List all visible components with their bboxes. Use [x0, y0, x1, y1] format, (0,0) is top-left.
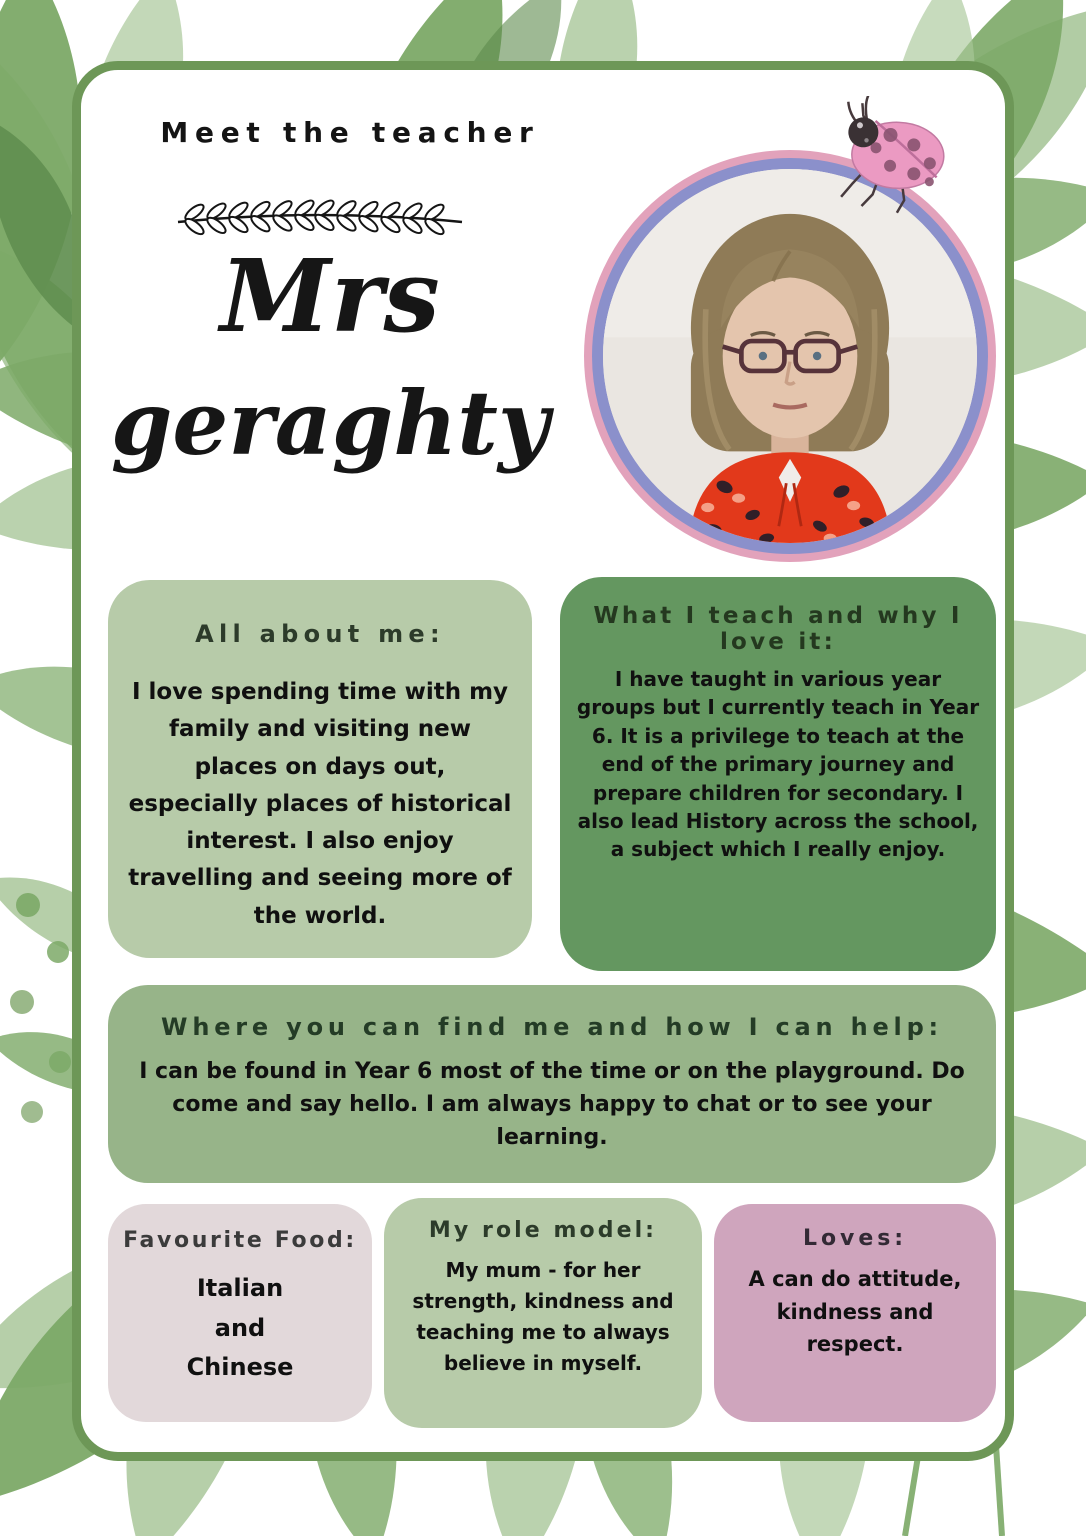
where-to-find-me-body: I can be found in Year 6 most of the time or on the playground. Do come and say hello. I am always happy to chat or to see your learning.	[139, 1059, 965, 1150]
all-about-me-body: I love spending time with my family and visiting new places on days out, especially places of historical interest. I also enjoy travelling and seeing more of the world.	[128, 679, 512, 929]
page-title: Meet the teacher	[160, 116, 540, 149]
teacher-name-title: Mrs	[220, 237, 440, 355]
what-i-teach-body: I have taught in various year groups but I currently teach in Year 6. It is a privilege to teach at the end of the primary journey and prepare children for secondary. I also lead History across the school, a subject which I really enjoy.	[576, 667, 980, 862]
favourite-food-line: and	[214, 1313, 266, 1342]
favourite-food-body	[118, 1269, 362, 1388]
favourite-food-box	[108, 1204, 372, 1422]
ladybug-icon	[822, 96, 962, 221]
teacher-portrait-illustration	[603, 169, 977, 543]
what-i-teach-heading: What I teach and why I love it:	[593, 603, 963, 655]
role-model-box	[384, 1198, 702, 1428]
favourite-food-line: Italian	[196, 1274, 284, 1302]
teacher-name-surname: geraghty	[110, 371, 550, 475]
all-about-me-box	[108, 580, 532, 958]
favourite-food-line: Chinese	[186, 1353, 294, 1382]
role-model-heading: My role model:	[428, 1218, 658, 1243]
favourite-food-heading: Favourite Food:	[123, 1228, 357, 1253]
role-model-body: My mum - for her strength, kindness and teaching me to always believe in myself.	[412, 1258, 674, 1375]
teacher-name	[90, 237, 570, 475]
where-to-find-me-box	[108, 985, 996, 1183]
where-to-find-me-heading: Where you can find me and how I can help:	[161, 1013, 943, 1041]
all-about-me-heading: All about me:	[195, 620, 445, 648]
loves-heading: Loves:	[802, 1226, 908, 1251]
loves-box	[714, 1204, 996, 1422]
loves-body: A can do attitude, kindness and respect.	[748, 1267, 962, 1357]
what-i-teach-box	[560, 577, 996, 971]
